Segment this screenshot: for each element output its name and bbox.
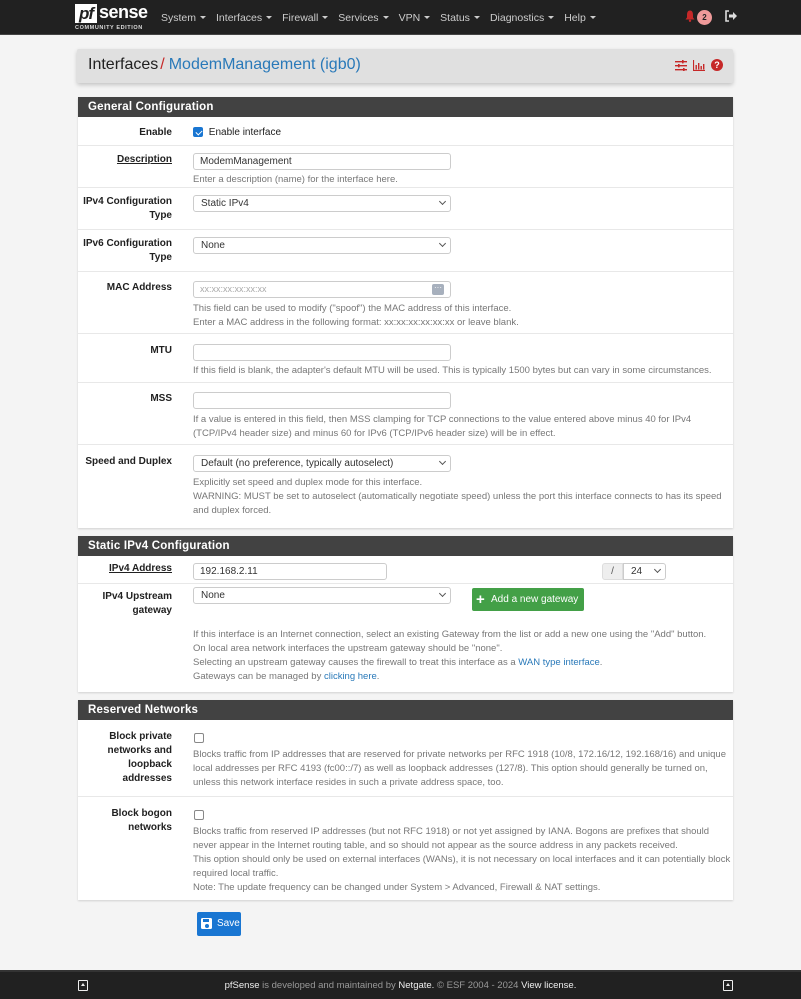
enable-checkbox-label[interactable]: Enable interface xyxy=(208,127,282,138)
caret-down-icon xyxy=(424,16,430,19)
help-line: Blocks traffic from reserved IP addresses (but not RFC 1918) or not yet assigned by IANA. Bogons are prefixes that should never appear in the Internet routing table, and so should not appear as the source address in any packets received. xyxy=(193,826,710,851)
block-bogon-label xyxy=(111,807,172,835)
help-line: Gateways can be managed by xyxy=(193,671,324,682)
block-private-row xyxy=(78,720,733,797)
block-private-checkbox[interactable] xyxy=(194,733,204,743)
panel-heading: Reserved Networks xyxy=(78,700,733,720)
caret-down-icon xyxy=(474,16,480,19)
speed-duplex-label: Speed and Duplex xyxy=(85,456,172,467)
menu-label: VPN xyxy=(398,11,421,24)
save-button[interactable] xyxy=(197,912,241,936)
mac-address-label: MAC Address xyxy=(106,282,172,293)
menu-label: Help xyxy=(564,11,586,24)
help-punct: . xyxy=(376,671,380,682)
help-line: WARNING: MUST be set to autoselect (automatically negotiate speed) unless the port this interface connects to has its speed and duplex forced. xyxy=(193,491,722,516)
enable-checkbox[interactable] xyxy=(193,127,203,137)
ellipsis-icon[interactable]: ··· xyxy=(432,284,444,295)
caret-down-icon xyxy=(590,16,596,19)
description-row xyxy=(78,146,733,188)
breadcrumb-current[interactable]: ModemManagement (igb0) xyxy=(168,56,361,73)
menu-label: Status xyxy=(440,11,470,24)
description-label: Description xyxy=(116,154,172,165)
speed-duplex-row xyxy=(78,445,733,521)
label-line: Block private xyxy=(109,731,172,742)
notification-badge[interactable]: 2 xyxy=(697,10,712,25)
menu-label: Diagnostics xyxy=(489,11,545,24)
menu-label: Services xyxy=(338,11,379,24)
menu-firewall[interactable] xyxy=(282,12,328,24)
menu-system[interactable] xyxy=(161,12,206,24)
mss-input[interactable] xyxy=(193,392,451,409)
select-value: Default (no preference, typically autoselect) xyxy=(201,458,394,469)
add-gateway-button[interactable] xyxy=(472,588,584,611)
bell-icon[interactable] xyxy=(685,10,695,22)
chevron-down-icon xyxy=(439,590,446,597)
block-bogon-checkbox[interactable] xyxy=(194,810,204,820)
select-value: None xyxy=(201,240,225,251)
breadcrumb-separator: / xyxy=(160,56,165,73)
speed-duplex-help xyxy=(193,476,731,518)
menu-services[interactable] xyxy=(338,12,388,24)
main-menu xyxy=(161,0,606,35)
help-line: This field can be used to modify ("spoof") the MAC address of this interface. xyxy=(193,303,512,314)
ipv4-address-input[interactable]: 192.168.2.11 xyxy=(193,563,387,580)
footer xyxy=(0,970,801,999)
mtu-row xyxy=(78,334,733,383)
ipv4-gateway-row xyxy=(78,584,733,692)
label-line: Type xyxy=(149,210,172,221)
footer-company-link[interactable]: Netgate. xyxy=(398,980,435,991)
wan-type-interface-link[interactable]: WAN type interface xyxy=(518,657,600,668)
help-line: This option should only be used on external interfaces (WANs), it is not necessary on local interfaces and it can potentially block required local traffic. xyxy=(193,854,731,879)
mss-label: MSS xyxy=(150,393,172,404)
label-line: networks and xyxy=(107,745,172,756)
chevron-down-icon xyxy=(439,458,446,465)
button-label: Add a new gateway xyxy=(491,594,579,605)
ipv6-type-label xyxy=(83,237,172,265)
footer-text-part: © ESF 2004 - 2024 xyxy=(434,980,522,991)
header-icons xyxy=(675,59,723,71)
logo-edition: COMMUNITY EDITION xyxy=(75,25,143,31)
select-value: 24 xyxy=(631,566,643,577)
label-line: networks xyxy=(128,822,172,833)
mac-address-help xyxy=(193,302,731,330)
pfsense-logo[interactable] xyxy=(75,4,149,32)
ipv4-type-row xyxy=(78,188,733,230)
plus-icon: + xyxy=(476,591,485,608)
speed-duplex-select[interactable] xyxy=(193,455,451,472)
cidr-slash: / xyxy=(602,563,623,580)
description-input[interactable]: ModemManagement xyxy=(193,153,451,170)
menu-diagnostics[interactable] xyxy=(490,12,554,24)
chevron-down-icon xyxy=(439,240,446,247)
ipv4-gateway-label xyxy=(103,590,172,618)
enable-label: Enable xyxy=(139,127,172,138)
help-line: If this interface is an Internet connection, select an existing Gateway from the list or add a new one using the "Add" button. xyxy=(193,629,707,640)
block-bogon-help xyxy=(193,825,731,895)
reserved-networks-panel xyxy=(78,700,733,900)
help-line: On local area network interfaces the upstream gateway should be "none". xyxy=(193,643,503,654)
label-line: Block bogon xyxy=(111,808,172,819)
mac-address-row xyxy=(78,272,733,334)
menu-label: System xyxy=(161,11,197,24)
block-private-label xyxy=(78,730,172,786)
chevron-down-icon xyxy=(439,198,446,205)
cidr-select[interactable] xyxy=(623,563,666,580)
mss-help: If a value is entered in this field, then MSS clamping for TCP connections to the value entered above minus 40 for IPv4 (TCP/IPv4 header size) and minus 60 for IPv6 (TCP/IPv6 header size) will be in effect. xyxy=(193,414,692,439)
mac-address-input[interactable] xyxy=(193,281,451,298)
mtu-label: MTU xyxy=(150,345,172,356)
label-line: gateway xyxy=(132,605,172,616)
help-line: Explicitly set speed and duplex mode for this interface. xyxy=(193,477,423,488)
logo-pf: pf xyxy=(75,4,97,23)
menu-help[interactable] xyxy=(564,12,596,24)
button-label: Save xyxy=(217,918,240,929)
footer-text xyxy=(0,980,801,991)
ipv4-gateway-help xyxy=(193,628,731,684)
caret-down-icon xyxy=(200,16,206,19)
logout-icon[interactable] xyxy=(724,9,738,23)
ipv4-gateway-select[interactable] xyxy=(193,587,451,604)
ipv6-type-select[interactable] xyxy=(193,237,451,254)
menu-label: Interfaces xyxy=(216,11,263,24)
ipv6-type-row xyxy=(78,230,733,272)
ipv4-address-label: IPv4 Address xyxy=(109,563,172,574)
panel-heading: General Configuration xyxy=(78,97,733,117)
label-line: IPv6 Configuration xyxy=(83,238,172,249)
block-private-help: Blocks traffic from IP addresses that are reserved for private networks per RFC 1918 (10/8, 172.16/12, 192.168/16) and unique local addresses per RFC 4193 (fc00::/7) as well as loopback addresses (127/8). This option should generally be turned on, unless this network interface resides in such a private address space, too. xyxy=(193,749,727,788)
description-help: Enter a description (name) for the interface here. xyxy=(193,174,398,185)
breadcrumb-parent[interactable]: Interfaces xyxy=(88,56,159,73)
panel-heading: Static IPv4 Configuration xyxy=(78,536,733,556)
bar-chart-icon[interactable] xyxy=(693,60,705,71)
help-line: Note: The update frequency can be changed under System > Advanced, Firewall & NAT settings. xyxy=(193,882,601,893)
mtu-input[interactable] xyxy=(193,344,451,361)
label-line: loopback addresses xyxy=(122,759,172,784)
menu-label: Firewall xyxy=(282,11,319,24)
select-value: Static IPv4 xyxy=(201,198,249,209)
top-navbar xyxy=(0,0,801,35)
menu-interfaces[interactable] xyxy=(216,12,272,24)
mac-placeholder: xx:xx:xx:xx:xx:xx xyxy=(200,284,267,294)
question-circle-icon[interactable] xyxy=(711,59,723,71)
caret-down-icon xyxy=(322,16,328,19)
footer-brand: pfSense xyxy=(224,980,260,991)
label-line: IPv4 Configuration xyxy=(83,196,172,207)
label-line: Type xyxy=(149,252,172,263)
menu-vpn[interactable] xyxy=(399,12,431,24)
general-configuration-panel xyxy=(78,97,733,528)
menu-status[interactable] xyxy=(440,12,480,24)
svg-text:?: ? xyxy=(714,60,720,71)
caret-down-icon xyxy=(548,16,554,19)
select-value: None xyxy=(201,590,225,601)
breadcrumb xyxy=(88,56,361,74)
sliders-icon[interactable] xyxy=(675,60,687,71)
help-line: Selecting an upstream gateway causes the firewall to treat this interface as a xyxy=(193,657,519,668)
footer-license-link[interactable]: View license. xyxy=(521,980,577,991)
help-line: Enter a MAC address in the following format: xx:xx:xx:xx:xx:xx or leave blank. xyxy=(193,317,519,328)
help-punct: . xyxy=(599,657,603,668)
label-line: IPv4 Upstream xyxy=(102,591,172,602)
ipv4-type-label xyxy=(83,195,172,223)
mtu-help: If this field is blank, the adapter's default MTU will be used. This is typically 1500 bytes but can vary in some circumstances. xyxy=(193,365,712,376)
enable-control xyxy=(193,126,281,140)
caret-down-icon xyxy=(266,16,272,19)
block-bogon-row xyxy=(78,797,733,900)
chevron-down-icon xyxy=(654,566,661,573)
floppy-disk-icon xyxy=(201,918,212,929)
caret-down-icon xyxy=(383,16,389,19)
page-header xyxy=(77,49,733,83)
ipv4-address-row xyxy=(78,556,733,584)
scroll-top-icon[interactable] xyxy=(723,980,733,991)
clicking-here-link[interactable]: clicking here xyxy=(323,671,377,682)
footer-text-part: is developed and maintained by xyxy=(259,980,399,991)
ipv4-type-select[interactable] xyxy=(193,195,451,212)
static-ipv4-panel xyxy=(78,536,733,692)
mss-row xyxy=(78,383,733,445)
enable-row xyxy=(78,117,733,146)
logo-sense: sense xyxy=(99,2,148,22)
